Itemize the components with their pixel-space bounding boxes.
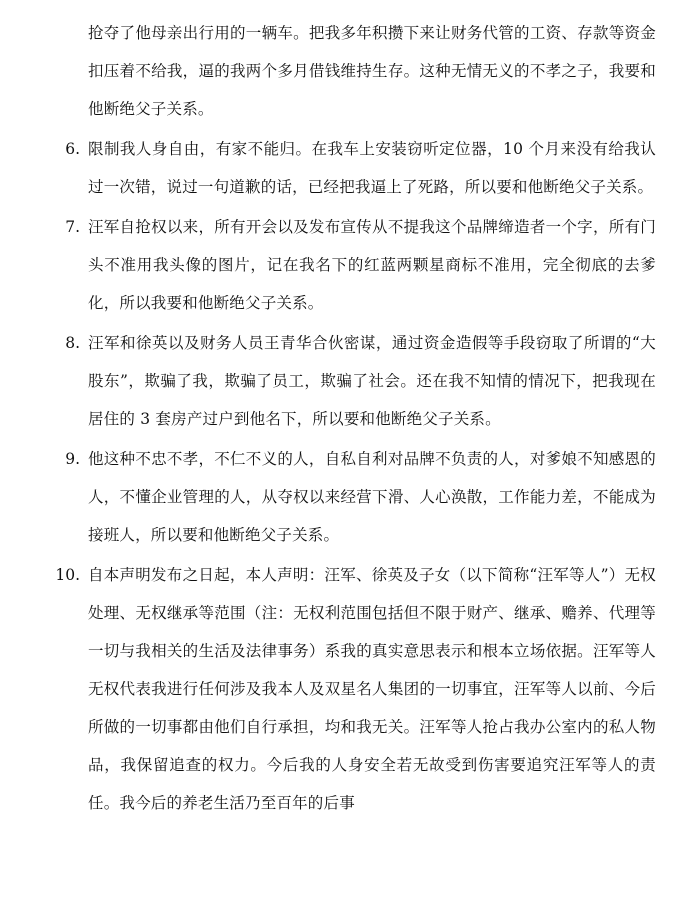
paragraph-text-10: 自本声明发布之日起，本人声明：汪军、徐英及子女（以下简称“汪军等人”）无权处理、无权继承等范围（注：无权利范围包括但不限于财产、继承、赡养、代理等一切与我相关的生活及法律事务）系我的真实意思表示和根本立场依据。汪军等人无权代表我进行任何涉及我本人及双星名人集团的一切事宜，汪军等人以前、今后所做的一切事都由他们自行承担，均和我无关。汪军等人抢占我办公室内的私人物品，我保留追查的权力。今后我的人身安全若无故受到伤害要追究汪军等人的责任。我今后的养老生活乃至百年的后事 [88,566,656,812]
paragraph-continuation [46,14,656,128]
list-item-8 [46,324,656,438]
list-item-9 [46,440,656,554]
paragraph-text-9: 他这种不忠不孝，不仁不义的人，自私自利对品牌不负责的人，对爹娘不知感恩的人，不懂企业管理的人，从夺权以来经营下滑、人心涣散，工作能力差，不能成为接班人，所以要和他断绝父子关系。 [88,450,656,544]
list-marker-6: 6. [65,140,80,158]
paragraph-text-6: 限制我人身自由，有家不能归。在我车上安装窃听定位器，10 个月来没有给我认过一次错，说过一句道歉的话，已经把我逼上了死路，所以要和他断绝父子关系。 [88,140,656,196]
list-item-6 [46,130,656,206]
list-marker-9: 9. [65,450,80,468]
list-item-7 [46,208,656,322]
list-marker-10: 10. [55,566,80,584]
list-item-10 [46,556,656,822]
list-marker-8: 8. [65,334,80,352]
paragraph-text-7: 汪军自抢权以来，所有开会以及发布宣传从不提我这个品牌缔造者一个字，所有门头不准用我头像的图片，记在我名下的红蓝两颗星商标不准用，完全彻底的去爹化，所以我要和他断绝父子关系。 [88,218,656,312]
paragraph-text: 抢夺了他母亲出行用的一辆车。把我多年积攒下来让财务代管的工资、存款等资金扣压着不给我，逼的我两个多月借钱维持生存。这种无情无义的不孝之子，我要和他断绝父子关系。 [88,24,656,118]
list-marker-7: 7. [65,218,80,236]
paragraph-text-8: 汪军和徐英以及财务人员王青华合伙密谋，通过资金造假等手段窃取了所谓的“大股东”，欺骗了我，欺骗了员工，欺骗了社会。还在我不知情的情况下，把我现在居住的 3 套房产过户到他名下，所以要和他断绝父子关系。 [88,334,656,428]
